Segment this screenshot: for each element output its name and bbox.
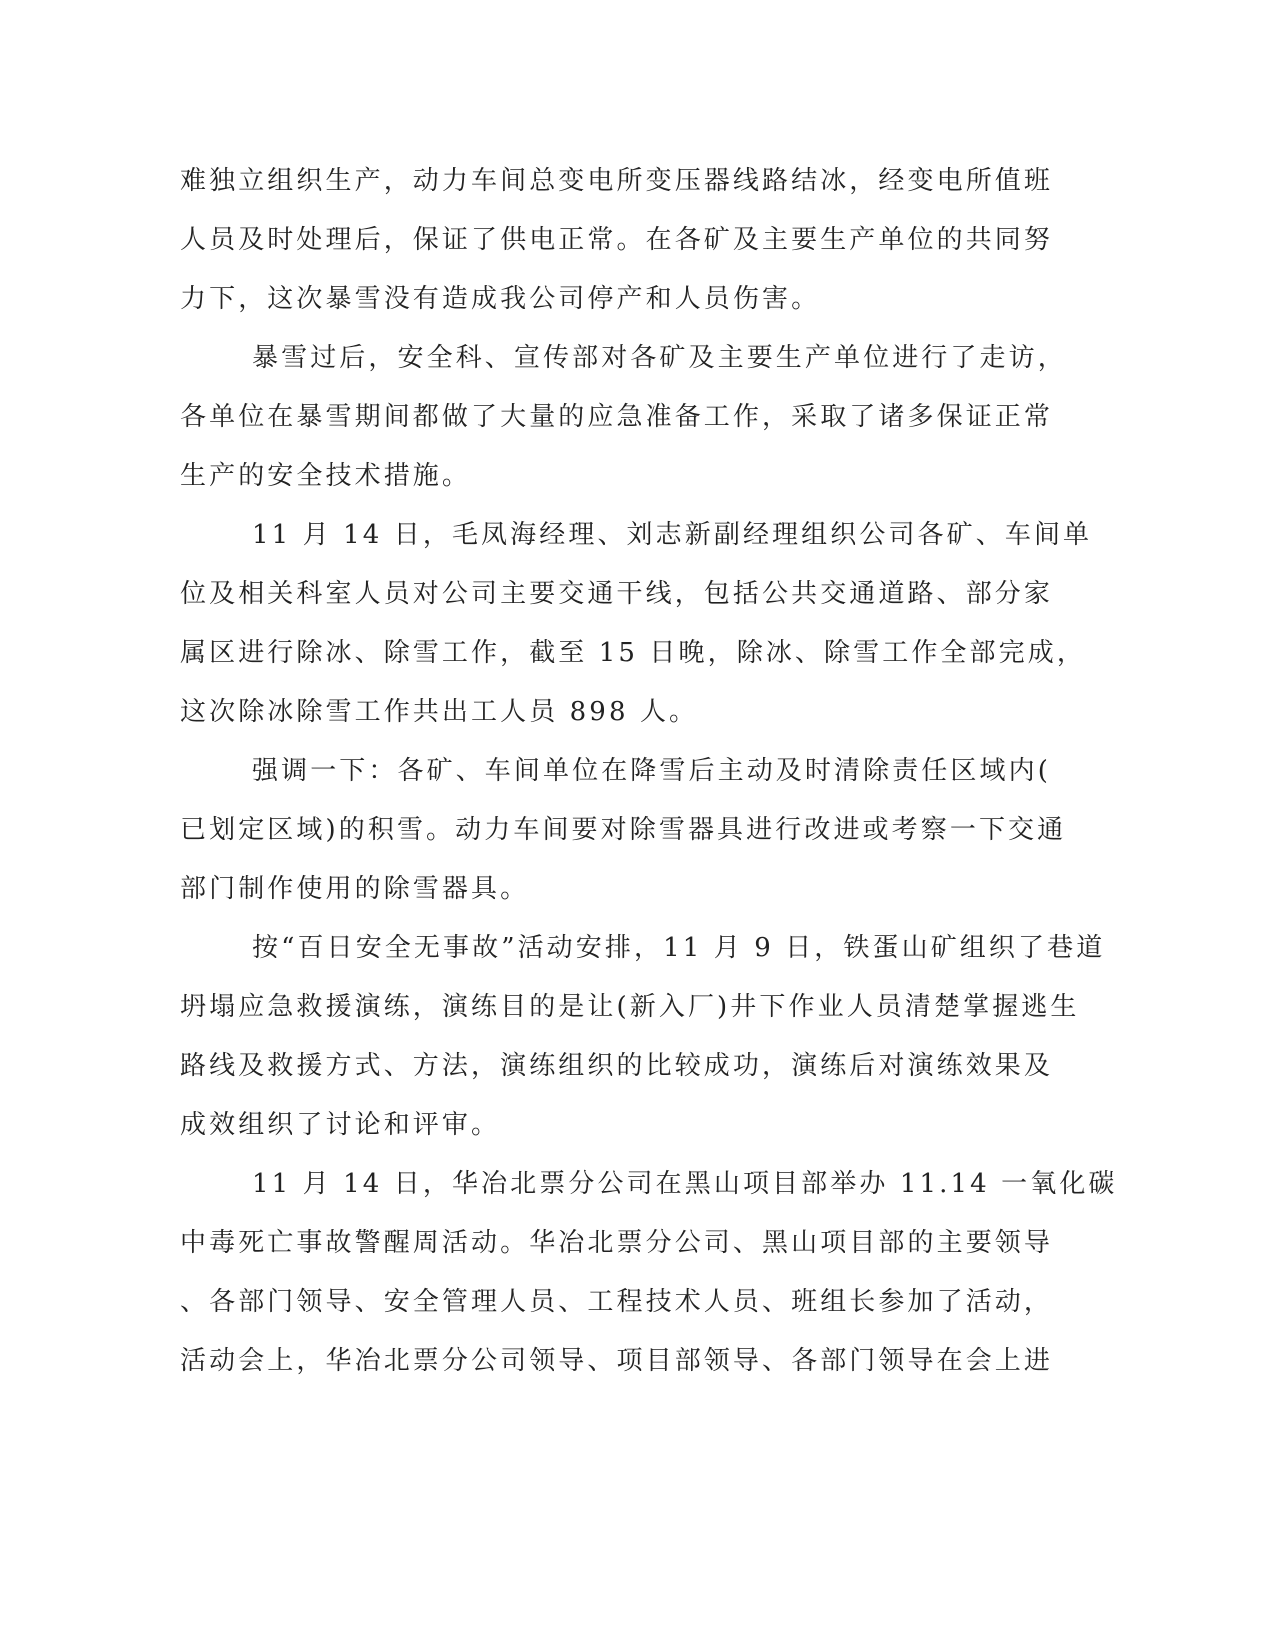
text-line: 部门制作使用的除雪器具。 xyxy=(180,874,530,904)
text-line: 力下，这次暴雪没有造成我公司停产和人员伤害。 xyxy=(180,284,821,314)
text-line: 活动会上，华冶北票分公司领导、项目部领导、各部门领导在会上进 xyxy=(180,1346,1054,1376)
text-line: 这次除冰除雪工作共出工人员 898 人。 xyxy=(180,697,699,727)
text-line: 属区进行除冰、除雪工作，截至 15 日晚，除冰、除雪工作全部完成， xyxy=(180,638,1086,668)
text-line: 成效组织了讨论和评审。 xyxy=(180,1110,501,1140)
text-line: 坍塌应急救援演练，演练目的是让(新入厂)井下作业人员清楚掌握逃生 xyxy=(180,992,1080,1022)
paragraph-first-line: 11 月 14 日，毛凤海经理、刘志新副经理组织公司各矿、车间单 xyxy=(252,520,1093,550)
text-line: 各单位在暴雪期间都做了大量的应急准备工作，采取了诸多保证正常 xyxy=(180,402,1054,432)
paragraph-first-line: 强调一下：各矿、车间单位在降雪后主动及时清除责任区域内( xyxy=(252,756,1051,786)
text-line: 难独立组织生产，动力车间总变电所变压器线路结冰，经变电所值班 xyxy=(180,166,1054,196)
text-line: 中毒死亡事故警醒周活动。华冶北票分公司、黑山项目部的主要领导 xyxy=(180,1228,1054,1258)
paragraph-first-line: 暴雪过后，安全科、宣传部对各矿及主要生产单位进行了走访， xyxy=(252,343,1067,373)
text-line: 、各部门领导、安全管理人员、工程技术人员、班组长参加了活动， xyxy=(180,1287,1054,1317)
text-line: 路线及救援方式、方法，演练组织的比较成功，演练后对演练效果及 xyxy=(180,1051,1054,1081)
paragraph-first-line: 11 月 14 日，华冶北票分公司在黑山项目部举办 11.14 一氧化碳 xyxy=(252,1169,1118,1199)
text-line: 生产的安全技术措施。 xyxy=(180,461,472,491)
text-line: 已划定区域)的积雪。动力车间要对除雪器具进行改进或考察一下交通 xyxy=(180,815,1067,845)
text-line: 人员及时处理后，保证了供电正常。在各矿及主要生产单位的共同努 xyxy=(180,225,1054,255)
paragraph-first-line: 按“百日安全无事故”活动安排，11 月 9 日，铁蛋山矿组织了巷道 xyxy=(252,933,1106,963)
text-line: 位及相关科室人员对公司主要交通干线，包括公共交通道路、部分家 xyxy=(180,579,1054,609)
